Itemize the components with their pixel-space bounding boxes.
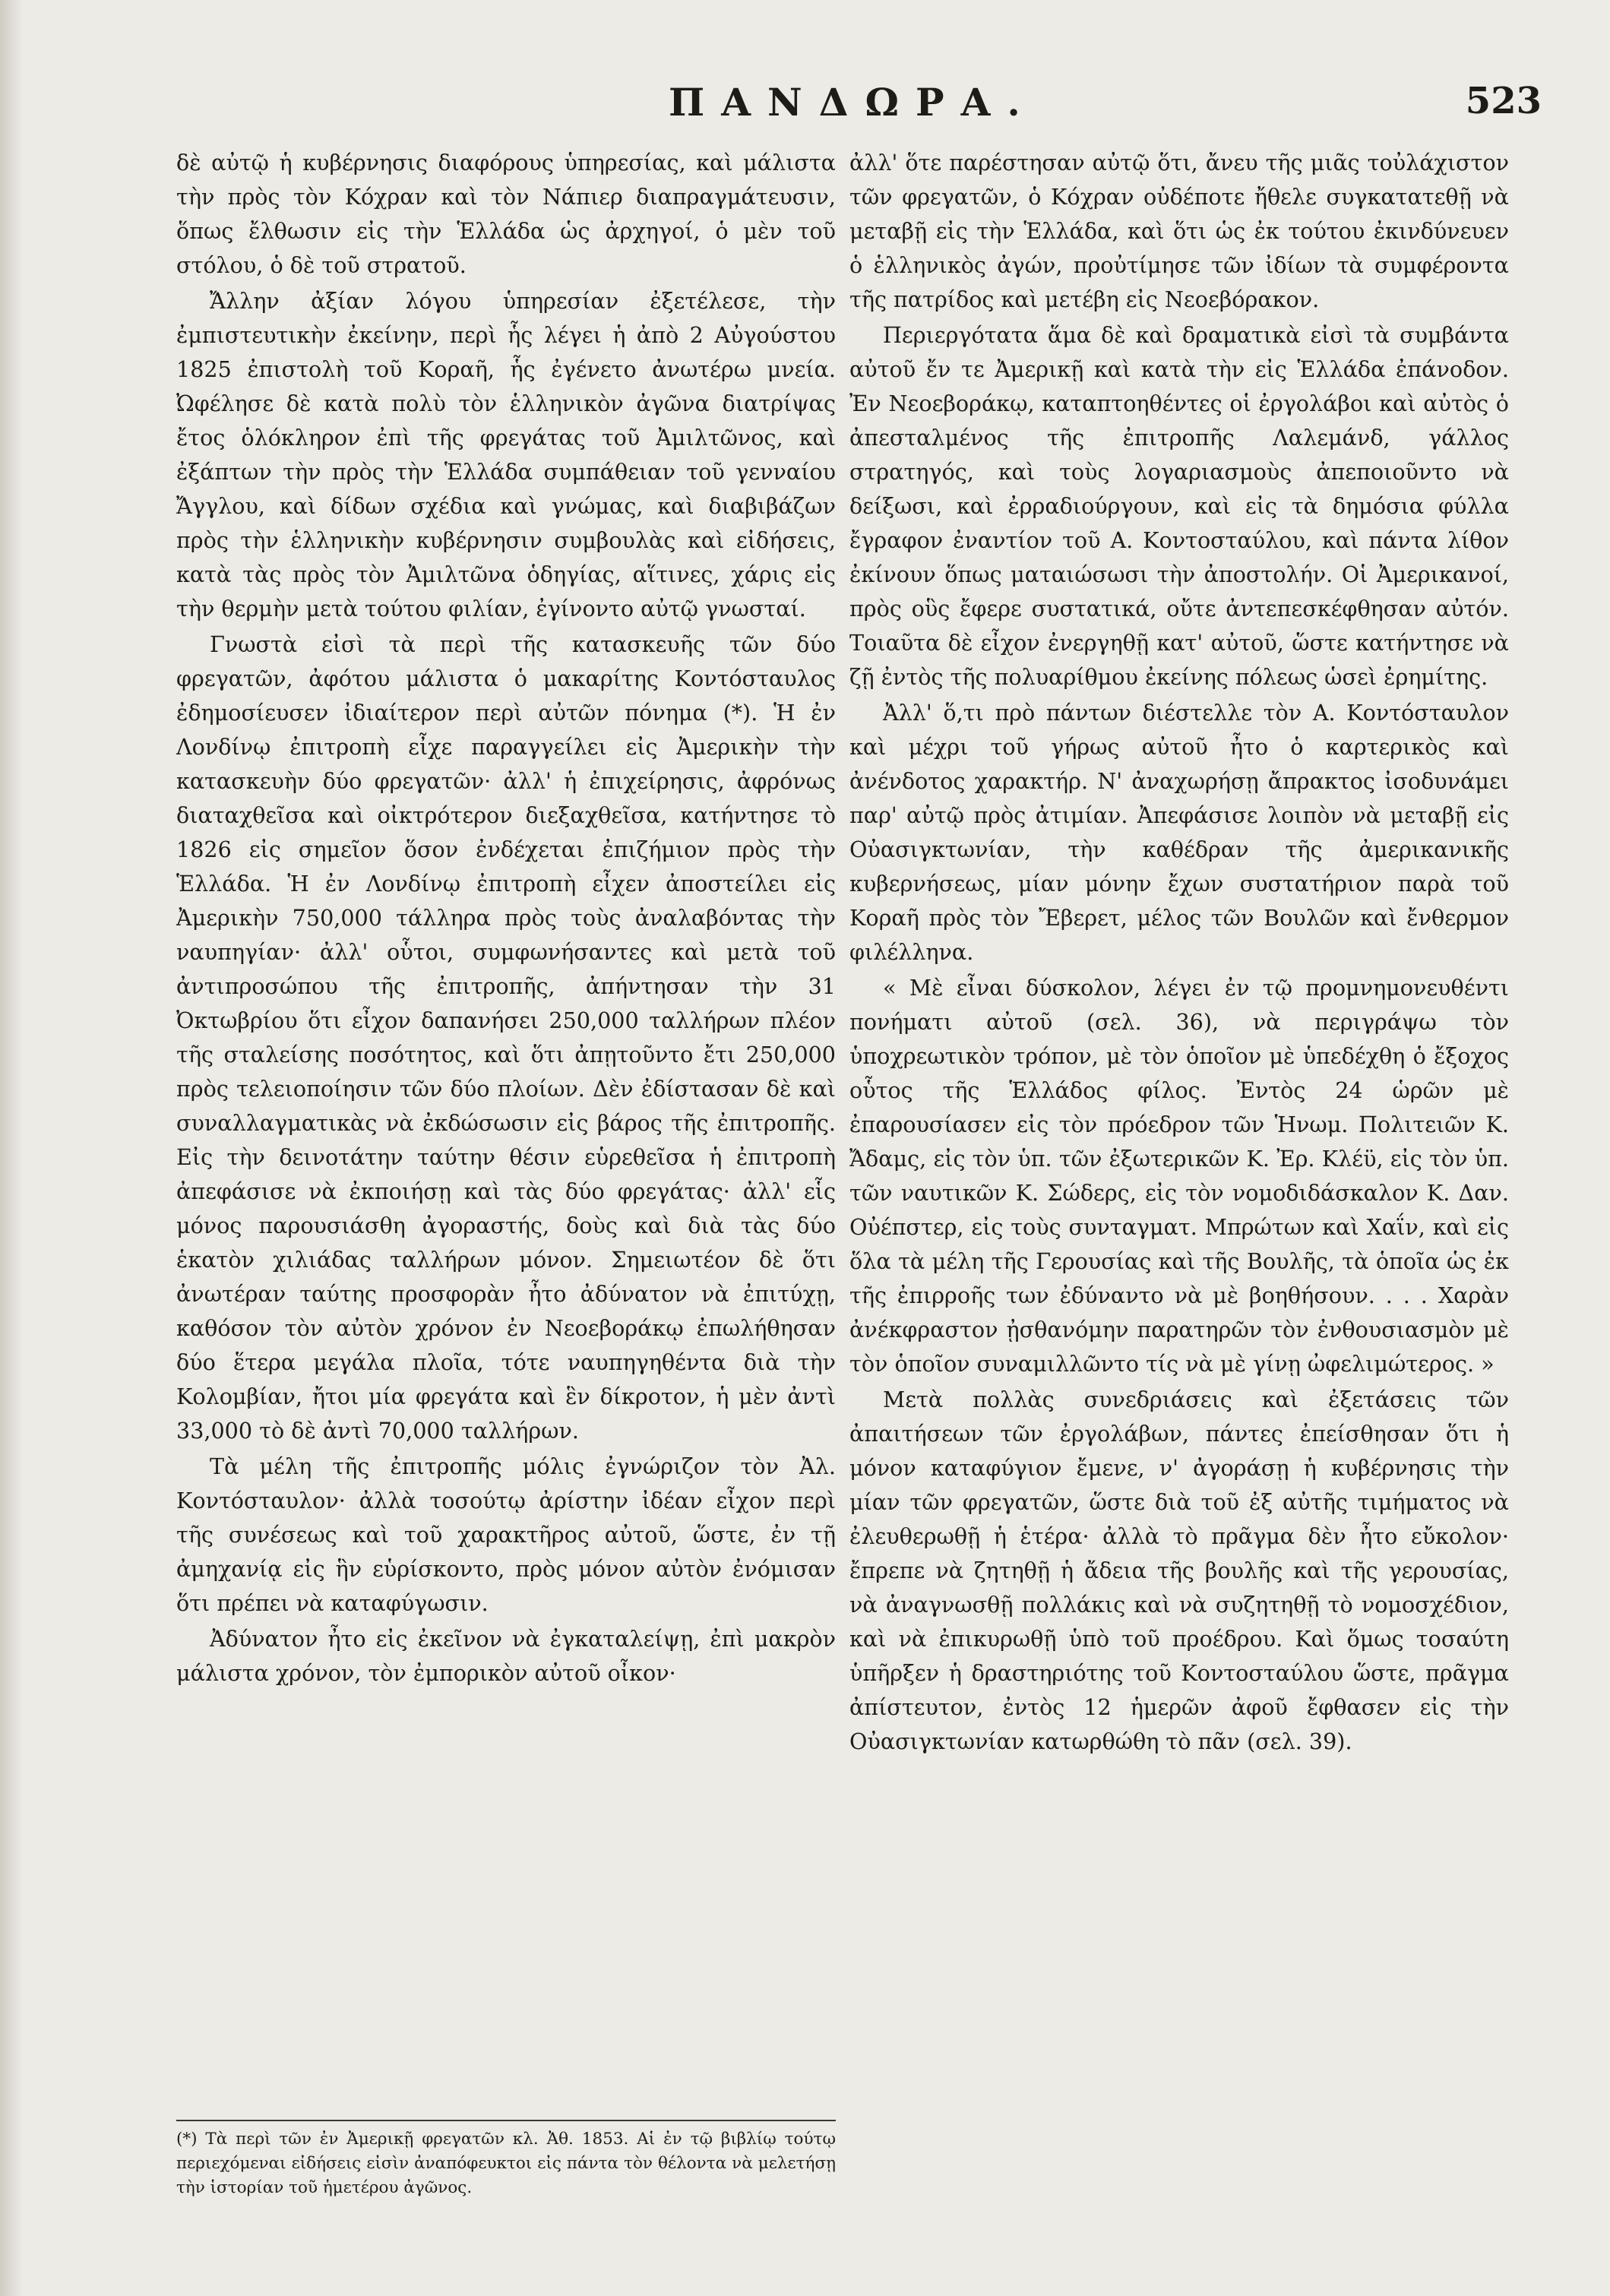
footnote: (*) Τὰ περὶ τῶν ἐν Ἀμερικῇ φρεγατῶν κλ. Ἀθ. 1853. Αἱ ἐν τῷ βιβλίῳ τούτῳ περιεχόμεναι εἰδήσεις εἰσὶν ἀναπόφευκτοι εἰς πάντα τὸν θέλοντα νὰ μελετήσῃ τὴν ἱστορίαν τοῦ ἡμετέρου ἀγῶνος.: [176, 2130, 836, 2197]
footnote-rule: [176, 2120, 836, 2121]
paragraph: Μετὰ πολλὰς συνεδριάσεις καὶ ἐξετάσεις τῶν ἀπαιτήσεων τῶν ἐργολάβων, πάντες ἐπείσθησαν ὅτι ἡ μόνον καταφύγιον ἔμενε, ν' ἀγοράσῃ ἡ κυβέρνησις τὴν μίαν τῶν φρεγατῶν, ὥστε διὰ τοῦ ἐξ αὐτῆς τιμήματος νὰ ἐλευθερωθῇ ἡ ἑτέρα· ἀλλὰ τὸ πρᾶγμα δὲν ἦτο εὔκολον· ἔπρεπε νὰ ζητηθῇ ἡ ἄδεια τῆς βουλῆς καὶ τῆς γερουσίας, νὰ ἀναγνωσθῇ πολλάκις καὶ νὰ συζητηθῇ τὸ νομοσχέδιον, καὶ νὰ ἐπικυρωθῇ ὑπὸ τοῦ προέδρου. Καὶ ὅμως τοσαύτη ὑπῆρξεν ἡ δραστηριότης τοῦ Κοντοσταύλου ὥστε, πρᾶγμα ἀπίστευτον, ἐντὸς 12 ἡμερῶν ἀφοῦ ἔφθασεν εἰς τὴν Οὐασιγκτωνίαν κατωρθώθη τὸ πᾶν (σελ. 39).: [849, 1387, 1509, 1754]
paragraph: Τὰ μέλη τῆς ἐπιτροπῆς μόλις ἐγνώριζον τὸν Ἀλ. Κοντόσταυλον· ἀλλὰ τοσούτῳ ἀρίστην ἰδέαν εἶχον περὶ τῆς συνέσεως καὶ τοῦ χαρακτῆρος αὐτοῦ, ὥστε, ἐν τῇ ἀμηχανίᾳ εἰς ἣν εὑρίσκοντο, πρὸς μόνον αὐτὸν ἐνόμισαν ὅτι πρέπει νὰ καταφύγωσιν.: [176, 1453, 836, 1616]
page-number: 523: [1465, 80, 1542, 122]
running-title: ΠΑΝΔΩΡΑ.: [669, 80, 1037, 125]
paragraph: Γνωστὰ εἰσὶ τὰ περὶ τῆς κατασκευῆς τῶν δύο φρεγατῶν, ἀφότου μάλιστα ὁ μακαρίτης Κοντόσταυλος ἐδημοσίευσεν ἰδιαίτερον περὶ αὐτῶν πόνημα (*). Ἡ ἐν Λονδίνῳ ἐπιτροπὴ εἶχε παραγγείλει εἰς Ἀμερικὴν τὴν κατασκευὴν δύο φρεγατῶν· ἀλλ' ἡ ἐπιχείρησις, ἀφρόνως διαταχθεῖσα καὶ οἰκτρότερον διεξαχθεῖσα, κατήντησε τὸ 1826 εἰς σημεῖον ὅσον ἐνδέχεται ἐπιζήμιον πρὸς τὴν Ἑλλάδα. Ἡ ἐν Λονδίνῳ ἐπιτροπὴ εἶχεν ἀποστείλει εἰς Ἀμερικὴν 750,000 τάλληρα πρὸς τοὺς ἀναλαβόντας τὴν ναυπηγίαν· ἀλλ' οὗτοι, συμφωνήσαντες καὶ μετὰ τοῦ ἀντιπροσώπου τῆς ἐπιτροπῆς, ἀπήντησαν τὴν 31 Ὀκτωβρίου ὅτι εἶχον δαπανήσει 250,000 ταλλήρων πλέον τῆς σταλείσης ποσότητος, καὶ ὅτι ἀπῃτοῦντο ἔτι 250,000 πρὸς τελειοποίησιν τῶν δύο πλοίων. Δὲν ἐδίστασαν δὲ καὶ συναλλαγματικὰς νὰ ἐκδώσωσιν εἰς βάρος τῆς ἐπιτροπῆς. Εἰς τὴν δεινοτάτην ταύτην θέσιν εὑρεθεῖσα ἡ ἐπιτροπὴ ἀπεφάσισε νὰ ἐκποιήσῃ καὶ τὰς δύο φρεγάτας· ἀλλ' εἷς μόνος παρουσιάσθη ἀγοραστής, δοὺς καὶ διὰ τὰς δύο ἑκατὸν χιλιάδας ταλλήρων μόνον. Σημειωτέον δὲ ὅτι ἀνωτέραν ταύτης προσφορὰν ἦτο ἀδύνατον νὰ ἐπιτύχῃ, καθόσον τὸν αὐτὸν χρόνον ἐν Νεοεβοράκῳ ἐπωλήθησαν δύο ἕτερα μεγάλα πλοῖα, τότε ναυπηγηθέντα διὰ τὴν Κολομβίαν, ἤτοι μία φρεγάτα καὶ ἓν δίκροτον, ἡ μὲν ἀντὶ 33,000 τὸ δὲ ἀντὶ 70,000 ταλλήρων.: [176, 631, 836, 1444]
paragraph: δὲ αὐτῷ ἡ κυβέρνησις διαφόρους ὑπηρεσίας, καὶ μάλιστα τὴν πρὸς τὸν Κόχραν καὶ τὸν Νάπιερ διαπραγμάτευσιν, ὅπως ἔλθωσιν εἰς τὴν Ἑλλάδα ὡς ἀρχηγοί, ὁ μὲν τοῦ στόλου, ὁ δὲ τοῦ στρατοῦ.: [176, 150, 836, 278]
paragraph: Ἄλλην ἀξίαν λόγου ὑπηρεσίαν ἐξετέλεσε, τὴν ἐμπιστευτικὴν ἐκείνην, περὶ ἧς λέγει ἡ ἀπὸ 2 Αὐγούστου 1825 ἐπιστολὴ τοῦ Κοραῆ, ἧς ἐγένετο ἀνωτέρω μνεία. Ὠφέλησε δὲ κατὰ πολὺ τὸν ἑλληνικὸν ἀγῶνα διατρίψας ἔτος ὁλόκληρον ἐπὶ τῆς φρεγάτας τοῦ Ἀμιλτῶνος, καὶ ἐξάπτων τὴν πρὸς τὴν Ἑλλάδα συμπάθειαν τοῦ γενναίου Ἄγγλου, καὶ δίδων σχέδια καὶ γνώμας, καὶ διαβιβάζων πρὸς τὴν ἑλληνικὴν κυβέρνησιν συμβουλὰς καὶ εἰδήσεις, κατὰ τὰς πρὸς τὸν Ἀμιλτῶνα ὁδηγίας, αἵτινες, χάρις εἰς τὴν θερμὴν μετὰ τούτου φιλίαν, ἐγίνοντο αὐτῷ γνωσταί.: [176, 288, 836, 621]
paragraph: Ἀδύνατον ἦτο εἰς ἐκεῖνον νὰ ἐγκαταλείψῃ, ἐπὶ μακρὸν μάλιστα χρόνον, τὸν ἐμπορικὸν αὐτοῦ οἶκον·: [176, 1626, 836, 1686]
paragraph: Ἀλλ' ὅ,τι πρὸ πάντων διέστελλε τὸν Α. Κοντόσταυλον καὶ μέχρι τοῦ γήρως αὐτοῦ ἦτο ὁ καρτερικὸς καὶ ἀνένδοτος χαρακτήρ. Ν' ἀναχωρήσῃ ἄπρακτος ἰσοδυνάμει παρ' αὐτῷ πρὸς ἀτιμίαν. Ἀπεφάσισε λοιπὸν νὰ μεταβῇ εἰς Οὐασιγκτωνίαν, τὴν καθέδραν τῆς ἀμερικανικῆς κυβερνήσεως, μίαν μόνην ἔχων συστατήριον παρὰ τοῦ Κοραῆ πρὸς τὸν Ἔβερετ, μέλος τῶν Βουλῶν καὶ ἔνθερμον φιλέλληνα.: [849, 700, 1509, 965]
binding-shadow: [0, 0, 23, 2296]
page-header: [0, 80, 1610, 133]
right-column: [849, 146, 1509, 1760]
left-column: [176, 146, 836, 1692]
paragraph: Περιεργότατα ἅμα δὲ καὶ δραματικὰ εἰσὶ τὰ συμβάντα αὐτοῦ ἔν τε Ἀμερικῇ καὶ κατὰ τὴν εἰς Ἑλλάδα ἐπάνοδον. Ἐν Νεοεβοράκῳ, καταπτοηθέντες οἱ ἐργολάβοι καὶ αὐτὸς ὁ ἀπεσταλμένος τῆς ἐπιτροπῆς Λαλεμάνδ, γάλλος στρατηγός, καὶ τοὺς λογαριασμοὺς ἀπεποιοῦντο νὰ δείξωσι, καὶ ἐρραδιούργουν, καὶ εἰς τὰ δημόσια φύλλα ἔγραφον ἐναντίον τοῦ Α. Κοντοσταύλου, καὶ πάντα λίθον ἐκίνουν ὅπως ματαιώσωσι τὴν ἀποστολήν. Οἱ Ἀμερικανοί, πρὸς οὓς ἔφερε συστατικά, οὔτε ἀντεπεσκέφθησαν αὐτόν. Τοιαῦτα δὲ εἶχον ἐνεργηθῇ κατ' αὐτοῦ, ὥστε κατήντησε νὰ ζῇ ἐντὸς τῆς πολυαρίθμου ἐκείνης πόλεως ὡσεὶ ἐρημίτης.: [849, 322, 1509, 690]
paragraph: ἀλλ' ὅτε παρέστησαν αὐτῷ ὅτι, ἄνευ τῆς μιᾶς τοὐλάχιστον τῶν φρεγατῶν, ὁ Κόχραν οὐδέποτε ἤθελε συγκατατεθῇ νὰ μεταβῇ εἰς τὴν Ἑλλάδα, καὶ ὅτι ὡς ἐκ τούτου ἐκινδύνευεν ὁ ἑλληνικὸς ἀγών, προὐτίμησε τῶν ἰδίων τὰ συμφέροντα τῆς πατρίδος καὶ μετέβη εἰς Νεοεβόρακον.: [849, 150, 1509, 312]
paragraph: « Μὲ εἶναι δύσκολον, λέγει ἐν τῷ προμνημονευθέντι πονήματι αὐτοῦ (σελ. 36), νὰ περιγράψω τὸν ὑποχρεωτικὸν τρόπον, μὲ τὸν ὁποῖον μὲ ὑπεδέχθη ὁ ἔξοχος οὗτος τῆς Ἑλλάδος φίλος. Ἐντὸς 24 ὡρῶν μὲ ἐπαρουσίασεν εἰς τὸν πρόεδρον τῶν Ἡνωμ. Πολιτειῶν Κ. Ἄδαμς, εἰς τὸν ὑπ. τῶν ἐξωτερικῶν Κ. Ἐρ. Κλέϋ, εἰς τὸν ὑπ. τῶν ναυτικῶν Κ. Σώδερς, εἰς τὸν νομοδιδάσκαλον Κ. Δαν. Οὐέπστερ, εἰς τοὺς συνταγματ. Μπρώτων καὶ Χαΐν, καὶ εἰς ὅλα τὰ μέλη τῆς Γερουσίας καὶ τῆς Βουλῆς, τὰ ὁποῖα ὡς ἐκ τῆς ἐπιρροῆς των ἐδύναντο νὰ μὲ βοηθήσουν. . . . Χαρὰν ἀνέκφραστον ᾐσθανόμην παρατηρῶν τὸν ἐνθουσιασμὸν μὲ τὸν ὁποῖον συναμιλλῶντο τίς νὰ μὲ γίνῃ ὠφελιμώτερος. »: [849, 975, 1509, 1377]
